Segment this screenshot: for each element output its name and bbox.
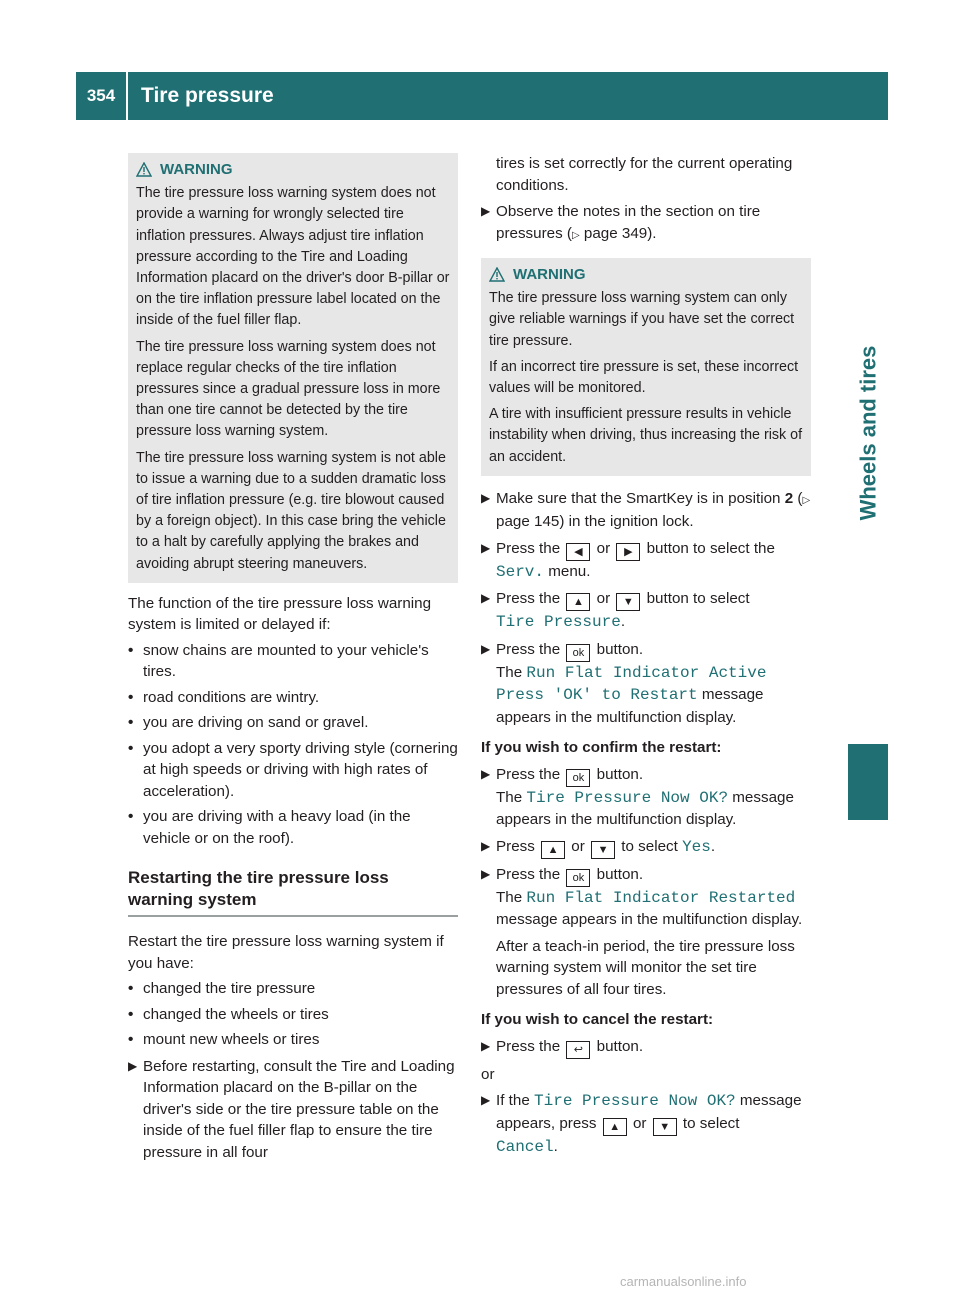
warning-triangle-icon (136, 162, 152, 177)
step-item: ▶ Press the ▲ or ▼ button to select Tire Pressure. (481, 588, 811, 634)
step-arrow-icon: ▶ (481, 1093, 491, 1108)
warning-paragraph: The tire pressure loss warning system does not replace regular checks of the tire inflation pressures since a gradual pressure loss in more than one tire cannot be detected by the tire pressure loss warning system. (136, 338, 441, 440)
list-item: • you adopt a very sporty driving style (cornering at high speeds or driving with high rates of acceleration). (128, 739, 458, 800)
step-item: ▶ Press ▲ or ▼ to select Yes. (481, 836, 811, 859)
up-arrow-key-icon: ▲ (541, 841, 565, 859)
step-item: ▶ Press the ok button. The Run Flat Indicator Restarted message appears in the multifunction display. After a teach-in period, the tire pressure loss warning system will monitor the set tire pressures of all four tires. (481, 864, 811, 1001)
warning-triangle-icon (489, 267, 505, 282)
page-title: Tire pressure (141, 84, 274, 107)
list-item: • road conditions are wintry. (128, 688, 320, 706)
page-header (76, 72, 888, 120)
ok-key-icon: ok (566, 869, 590, 887)
step-arrow-icon: ▶ (481, 641, 491, 656)
section-heading: Restarting the tire pressure loss warning system (128, 867, 458, 917)
step-arrow-icon: ▶ (128, 1058, 138, 1073)
step-arrow-icon: ▶ (481, 204, 491, 218)
warning-paragraph: A tire with insufficient pressure results in vehicle instability when driving, thus increasing the risk of an accident. (489, 406, 803, 465)
right-column (481, 153, 811, 1158)
restart-intro: Restart the tire pressure loss warning system if you have: (128, 933, 444, 972)
list-item: • you are driving on sand or gravel. (128, 714, 369, 732)
side-tab-marker (848, 744, 888, 820)
list-item: • snow chains are mounted to your vehicle's tires. (128, 641, 429, 681)
page-number: 354 (76, 72, 128, 120)
list-item: • you are driving with a heavy load (in the vehicle or on the roof). (128, 808, 411, 847)
step-item: ▶ Press the ok button. The Run Flat Indicator Active Press 'OK' to Restart message appears in the multifunction display. (481, 639, 811, 729)
down-arrow-key-icon: ▼ (616, 593, 640, 611)
down-arrow-key-icon: ▼ (653, 1118, 677, 1136)
step-arrow-icon: ▶ (481, 591, 491, 606)
step-arrow-icon: ▶ (481, 838, 491, 853)
step-arrow-icon: ▶ (481, 766, 491, 781)
warning-paragraph: If an incorrect tire pressure is set, these incorrect values will be monitored. (489, 358, 799, 397)
limitations-intro: The function of the tire pressure loss warning system is limited or delayed if: (128, 594, 432, 634)
warning-label: WARNING (160, 161, 233, 178)
step-arrow-icon: ▶ (481, 490, 491, 505)
step-arrow-icon: ▶ (481, 1038, 491, 1053)
right-arrow-key-icon: ▶ (616, 543, 640, 561)
cancel-heading: If you wish to cancel the restart: (481, 1011, 714, 1029)
left-column (128, 153, 458, 1163)
list-item: • changed the tire pressure (128, 980, 316, 998)
page-ref-icon: ▷ (802, 494, 811, 506)
confirm-heading: If you wish to confirm the restart: (481, 739, 722, 757)
ok-key-icon: ok (566, 644, 590, 662)
warning-paragraph: The tire pressure loss warning system is not able to issue a warning due to a sudden dramatic loss of tire inflation pressure (e.g. tire blowout caused by a foreign object). In this case bring the vehicle to a halt by carefully applying the brakes and avoiding abrupt steering maneuvers. (136, 449, 446, 572)
list-item: • mount new wheels or tires (128, 1031, 320, 1049)
back-key-icon: ↩ (566, 1041, 590, 1059)
step-item: ▶ Observe the notes in the section on tire pressures (▷ page 349). (481, 201, 811, 246)
step-item: ▶ Press the ◀ or ▶ button to select the Serv. menu. (481, 538, 811, 584)
side-tab (848, 120, 888, 746)
warning-heading (489, 264, 803, 285)
list-item: • changed the wheels or tires (128, 1005, 329, 1023)
up-arrow-key-icon: ▲ (566, 593, 590, 611)
warning-label: WARNING (513, 266, 586, 283)
step-item: ▶ Before restarting, consult the Tire and Loading Information placard on the B-pillar on the driver's side or the tire pressure table on the inside of the fuel filler flap to ensure the tire pressure in all four (128, 1056, 458, 1164)
step-item: ▶ Make sure that the SmartKey is in position 2 (▷ page 145) in the ignition lock. (481, 488, 811, 533)
warning-paragraph: The tire pressure loss warning system can only give reliable warnings if you have set the correct tire pressure. (489, 290, 795, 349)
step-item: ▶ Press the ↩ button. (481, 1036, 811, 1059)
or-text: or (481, 1065, 495, 1083)
step-item: ▶ If the Tire Pressure Now OK? message appears, press ▲ or ▼ to select Cancel. (481, 1090, 811, 1158)
side-tab-label: Wheels and tires (855, 345, 880, 521)
step-arrow-icon: ▶ (481, 540, 491, 555)
page-ref-icon: ▷ (571, 229, 580, 241)
ok-key-icon: ok (566, 769, 590, 787)
warning-heading (136, 159, 450, 180)
step-arrow-icon: ▶ (481, 866, 491, 881)
watermark: carmanualsonline.info (620, 1274, 747, 1289)
step-item: ▶ Press the ok button. The Tire Pressure Now OK? message appears in the multifunction display. (481, 764, 811, 831)
warning-box (128, 153, 458, 583)
continued-text: tires is set correctly for the current operating conditions. (496, 155, 793, 194)
warning-box (481, 258, 811, 476)
warning-paragraph: The tire pressure loss warning system does not provide a warning for wrongly selected tire inflation pressures. Always adjust tire inflation pressure according to the Tire and Loading Information placard on the driver's door B-pillar or on the tire inflation pressure label located on the inside of the fuel filler flap. (136, 185, 450, 329)
up-arrow-key-icon: ▲ (603, 1118, 627, 1136)
down-arrow-key-icon: ▼ (591, 841, 615, 859)
left-arrow-key-icon: ◀ (566, 543, 590, 561)
